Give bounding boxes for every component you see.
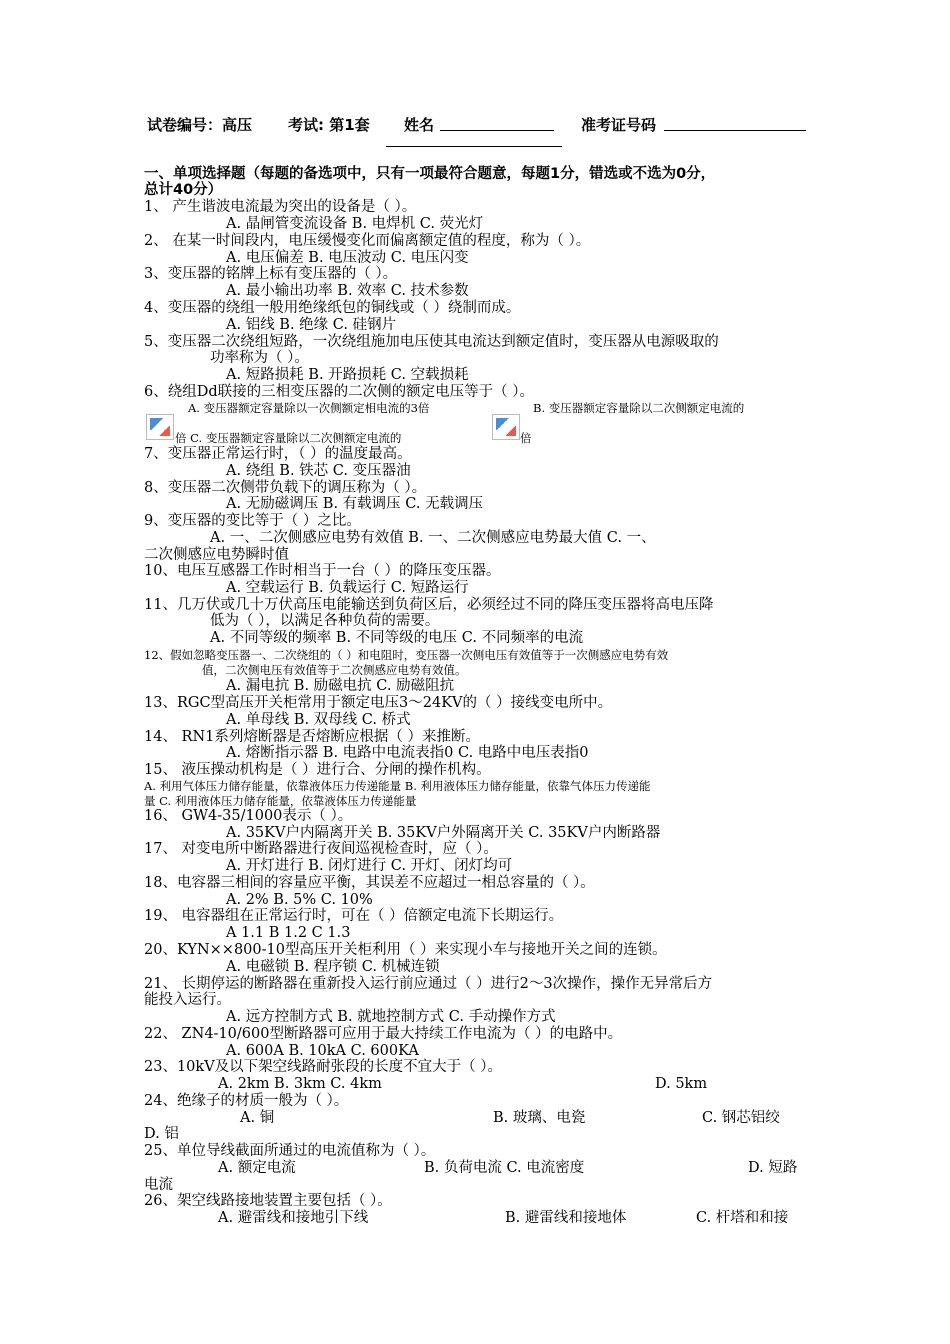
question-17-options: A. 开灯进行 B. 闭灯进行 C. 开灯、闭灯均可: [226, 858, 513, 874]
question-5: 5、变压器二次绕组短路，一次绕组施加电压使其电流达到额定值时，变压器从电源吸取的: [144, 334, 719, 350]
question-14-options: A. 熔断指示器 B. 电路中电流表指0 C. 电路中电压表指0: [226, 745, 589, 761]
question-7-options: A. 绕组 B. 铁芯 C. 变压器油: [226, 463, 411, 479]
question-20: 20、KYN××800-10型高压开关柜利用（ ）来实现小车与接地开关之间的连锁。: [144, 942, 667, 958]
question-22: 22、 ZN4-10/600型断路器可应用于最大持续工作电流为（ ）的电路中。: [144, 1026, 623, 1042]
question-18: 18、电容器三相间的容量应平衡，其误差不应超过一相总容量的（ ）。: [144, 875, 595, 891]
name-blank: [440, 130, 554, 131]
question-23: 23、10kV及以下架空线路耐张段的长度不宜大于（ ）。: [144, 1059, 503, 1075]
question-4-options: A. 铝线 B. 绝缘 C. 硅钢片: [226, 317, 397, 333]
ticket-blank-continued: [386, 146, 562, 147]
ticket-label: 准考证号码: [581, 116, 657, 134]
question-24-option-b: B. 玻璃、电瓷: [493, 1110, 586, 1126]
question-24-option-a: A. 铜: [240, 1110, 275, 1126]
question-25-option-d: D. 短路: [748, 1160, 798, 1176]
broken-image-icon: [492, 414, 520, 440]
question-9: 9、变压器的变比等于（ ）之比。: [144, 513, 361, 529]
question-25-option-bc: B. 负荷电流 C. 电流密度: [424, 1160, 585, 1176]
question-13: 13、RGC型高压开关柜常用于额定电压3～24KV的（ ）接线变电所中。: [144, 695, 613, 711]
question-14: 14、 RN1系列熔断器是否熔断应根据（ ）来推断。: [144, 729, 480, 745]
question-8: 8、变压器二次侧带负载下的调压称为（ ）。: [144, 480, 427, 496]
question-21: 21、 长期停运的断路器在重新投入运行前应通过（ ）进行2～3次操作，操作无异常后方: [144, 976, 713, 992]
question-23-option-d: D. 5km: [655, 1076, 708, 1092]
question-6: 6、绕组Dd联接的三相变压器的二次侧的额定电压等于（ ）。: [144, 384, 534, 400]
question-26-option-b: B. 避雷线和接地体: [505, 1210, 627, 1226]
ticket-blank: [664, 130, 806, 131]
question-25-option-d-cont: 电流: [144, 1177, 173, 1193]
question-10: 10、电压互感器工作时相当于一台（ ）的降压变压器。: [144, 563, 501, 579]
question-7: 7、变压器正常运行时，（ ）的温度最高。: [144, 446, 412, 462]
question-25: 25、单位导线截面所通过的电流值称为（ ）。: [144, 1143, 436, 1159]
question-25-option-a: A. 额定电流: [218, 1160, 296, 1176]
question-20-options: A. 电磁锁 B. 程序锁 C. 机械连锁: [226, 959, 440, 975]
question-6-option-b: B. 变压器额定容量除以二次侧额定电流的: [533, 401, 745, 415]
question-8-options: A. 无励磁调压 B. 有载调压 C. 无载调压: [226, 496, 484, 512]
name-label: 姓名: [404, 116, 435, 134]
question-17: 17、 对变电所中断路器进行夜间巡视检查时，应（ ）。: [144, 841, 498, 857]
question-26-option-a: A. 避雷线和接地引下线: [218, 1210, 369, 1226]
question-22-options: A. 600A B. 10kA C. 600KA: [226, 1043, 419, 1059]
question-16: 16、 GW4-35/1000表示（ ）。: [144, 808, 353, 824]
question-24: 24、绝缘子的材质一般为（ ）。: [144, 1093, 349, 1109]
question-26-option-c: C. 杆塔和和接: [696, 1210, 789, 1226]
question-19: 19、 电容器组在正常运行时，可在（ ）倍额定电流下长期运行。: [144, 908, 564, 924]
section-title: 一、单项选择题（每题的备选项中，只有一项最符合题意，每题1分，错选或不选为0分，: [144, 166, 716, 182]
question-3-options: A. 最小输出功率 B. 效率 C. 技术参数: [226, 283, 469, 299]
question-15-options: A. 利用气体压力储存能量，依靠液体压力传递能量 B. 利用液体压力储存能量，依靠气体压力传递能: [144, 779, 651, 793]
question-5-cont: 功率称为（ ）。: [210, 350, 309, 366]
question-6-option-a: A. 变压器额定容量除以一次侧额定相电流的3倍: [188, 401, 430, 415]
question-18-options: A. 2% B. 5% C. 10%: [226, 892, 373, 908]
question-6-option-c: 倍 C. 变压器额定容量除以二次侧额定电流的: [175, 431, 402, 445]
question-16-options: A. 35KV户内隔离开关 B. 35KV户外隔离开关 C. 35KV户内断路器: [226, 825, 661, 841]
exam-set: 考试: 第1套: [288, 116, 370, 134]
question-2-options: A. 电压偏差 B. 电压波动 C. 电压闪变: [226, 250, 469, 266]
question-11-options: A. 不同等级的频率 B. 不同等级的电压 C. 不同频率的电流: [210, 630, 584, 646]
question-24-option-c: C. 钢芯铝绞: [702, 1110, 780, 1126]
question-19-options: A 1.1 B 1.2 C 1.3: [226, 925, 351, 941]
paper-number: 试卷编号：高压: [147, 116, 253, 134]
question-10-options: A. 空载运行 B. 负载运行 C. 短路运行: [226, 580, 469, 596]
question-24-option-d: D. 铝: [144, 1126, 179, 1142]
question-23-options: A. 2km B. 3km C. 4km: [218, 1076, 382, 1092]
question-4: 4、变压器的绕组一般用绝缘纸包的铜线或（ ）绕制而成。: [144, 300, 521, 316]
question-1-options: A. 晶闸管变流设备 B. 电焊机 C. 荧光灯: [226, 216, 484, 232]
question-5-options: A. 短路损耗 B. 开路损耗 C. 空载损耗: [226, 367, 469, 383]
question-11: 11、几万伏或几十万伏高压电能输送到负荷区后，必须经过不同的降压变压器将高电压降: [144, 597, 714, 613]
question-3: 3、变压器的铭牌上标有变压器的（ ）。: [144, 266, 398, 282]
question-9-options-cont: 二次侧感应电势瞬时值: [144, 547, 289, 563]
broken-image-icon: [146, 414, 174, 440]
question-15: 15、 液压操动机构是（ ）进行合、分闸的操作机构。: [144, 762, 491, 778]
question-21-options: A. 远方控制方式 B. 就地控制方式 C. 手动操作方式: [226, 1009, 556, 1025]
question-21-cont: 能投入运行。: [144, 992, 231, 1008]
question-12-options: A. 漏电抗 B. 励磁电抗 C. 励磁阻抗: [226, 678, 455, 694]
question-1: 1、 产生谐波电流最为突出的设备是（ ）。: [144, 199, 417, 215]
question-11-cont: 低为（ ），以满足各种负荷的需要。: [210, 613, 440, 629]
question-12: 12、假如忽略变压器一、二次绕组的（ ）和电阻时，变压器一次侧电压有效值等于一次侧感应电势有效: [144, 648, 669, 662]
question-9-options: A. 一、二次侧感应电势有效值 B. 一、二次侧感应电势最大值 C. 一、: [210, 530, 656, 546]
question-2: 2、 在某一时间段内，电压缓慢变化而偏离额定值的程度，称为（ ）。: [144, 233, 591, 249]
section-title-cont: 总计40分）: [144, 182, 223, 198]
question-12-cont: 值，二次侧电压有效值等于二次侧感应电势有效值。: [202, 663, 467, 677]
question-6-option-c-end: 倍: [520, 431, 532, 445]
question-15-options-cont: 量 C. 利用液体压力储存能量，依靠液体压力传递能量: [144, 794, 417, 808]
question-26: 26、架空线路接地装置主要包括（ ）。: [144, 1193, 392, 1209]
question-13-options: A. 单母线 B. 双母线 C. 桥式: [226, 712, 411, 728]
